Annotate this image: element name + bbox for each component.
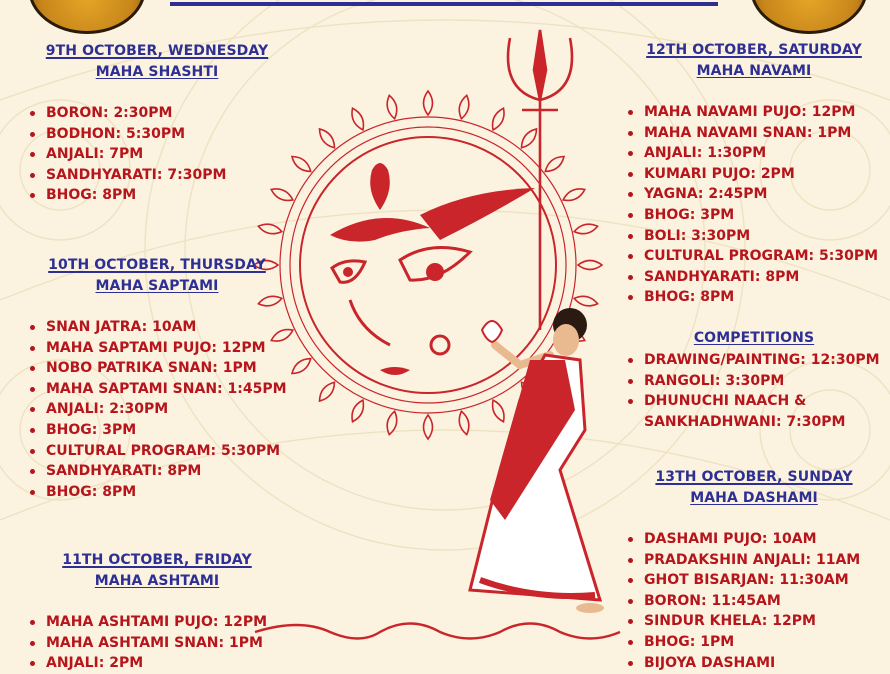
event-item: BIJOYA DASHAMI xyxy=(616,653,890,674)
mandala-petal xyxy=(573,294,598,308)
event-list xyxy=(12,103,302,206)
event-item: ANJALI: 2PM xyxy=(12,653,302,674)
event-item: BHOG: 1PM xyxy=(616,632,890,653)
mandala-petal xyxy=(385,94,399,119)
event-item: BHOG: 8PM xyxy=(12,482,302,503)
mandala-petal xyxy=(424,91,433,115)
event-list xyxy=(616,529,890,673)
event-list xyxy=(616,350,890,432)
section-date: 12TH OCTOBER, SATURDAY xyxy=(646,42,862,58)
trishul-icon xyxy=(508,30,572,330)
mandala-petal xyxy=(518,126,540,150)
section-title: MAHA NAVAMI xyxy=(696,63,812,79)
mandala-petal xyxy=(316,126,338,150)
mandala-petal xyxy=(385,410,399,435)
section-title: MAHA DASHAMI xyxy=(690,490,818,506)
event-item: CULTURAL PROGRAM: 5:30PM xyxy=(12,441,302,462)
event-item: CULTURAL PROGRAM: 5:30PM xyxy=(616,246,890,267)
event-item: DRAWING/PAINTING: 12:30PM xyxy=(616,350,890,371)
mandala-petal xyxy=(348,106,367,132)
title-underline-decoration xyxy=(170,0,718,8)
mandala-petal xyxy=(542,153,566,175)
mandala-petal xyxy=(578,261,602,270)
section-title: MAHA SHASHTI xyxy=(95,64,219,80)
mandala-petal xyxy=(457,410,471,435)
section-maha-saptami xyxy=(12,255,302,502)
mandala-petal xyxy=(561,185,587,204)
mandala-petal xyxy=(348,398,367,424)
section-date: 9TH OCTOBER, WEDNESDAY xyxy=(45,43,269,59)
event-item: MAHA ASHTAMI PUJO: 12PM xyxy=(12,612,302,633)
event-item: RANGOLI: 3:30PM xyxy=(616,371,890,392)
event-item: SANDHYARATI: 8PM xyxy=(12,461,302,482)
event-item: BORON: 2:30PM xyxy=(12,103,302,124)
event-item: MAHA NAVAMI PUJO: 12PM xyxy=(616,102,890,123)
event-item: NOBO PATRIKA SNAN: 1PM xyxy=(12,358,302,379)
section-title: COMPETITIONS xyxy=(693,330,815,346)
mandala-petal xyxy=(457,94,471,119)
event-item: BHOG: 3PM xyxy=(616,205,890,226)
event-item: SINDUR KHELA: 12PM xyxy=(616,611,890,632)
section-date: 11TH OCTOBER, FRIDAY xyxy=(62,552,252,568)
event-item: ANJALI: 7PM xyxy=(12,144,302,165)
mandala-petal xyxy=(573,222,598,236)
mandala-petal xyxy=(489,106,508,132)
dancing-woman-illustration xyxy=(470,308,604,613)
event-item: MAHA SAPTAMI SNAN: 1:45PM xyxy=(12,379,302,400)
event-list xyxy=(12,612,302,674)
event-item: DASHAMI PUJO: 10AM xyxy=(616,529,890,550)
event-item: ANJALI: 2:30PM xyxy=(12,399,302,420)
section-title: MAHA ASHTAMI xyxy=(94,573,220,589)
event-item: BHOG: 8PM xyxy=(12,185,302,206)
event-item: PRADAKSHIN ANJALI: 11AM xyxy=(616,550,890,571)
mandala-petal xyxy=(316,379,338,403)
event-item: KUMARI PUJO: 2PM xyxy=(616,164,890,185)
event-item: SNAN JATRA: 10AM xyxy=(12,317,302,338)
event-list xyxy=(616,102,890,308)
event-item: GHOT BISARJAN: 11:30AM xyxy=(616,570,890,591)
section-title: MAHA SAPTAMI xyxy=(95,278,219,294)
section-maha-shashti xyxy=(12,41,302,206)
section-date: 13TH OCTOBER, SUNDAY xyxy=(655,469,853,485)
event-item xyxy=(616,391,890,432)
event-line: SANKHADHWANI: 7:30PM xyxy=(644,413,846,430)
event-item: YAGNA: 2:45PM xyxy=(616,184,890,205)
mandala-petal xyxy=(424,415,433,439)
section-maha-navami xyxy=(616,40,890,308)
event-item: BORON: 11:45AM xyxy=(616,591,890,612)
durga-face-illustration xyxy=(330,163,535,375)
event-item: MAHA SAPTAMI PUJO: 12PM xyxy=(12,338,302,359)
event-item: SANDHYARATI: 7:30PM xyxy=(12,165,302,186)
section-maha-dashami xyxy=(616,467,890,673)
event-line: DHUNUCHI NAACH & xyxy=(644,393,807,410)
event-list xyxy=(12,317,302,502)
mandala-petal xyxy=(257,222,282,236)
event-item: BHOG: 3PM xyxy=(12,420,302,441)
section-date: 10TH OCTOBER, THURSDAY xyxy=(48,257,266,273)
mandala-petal xyxy=(489,398,508,424)
event-item: BHOG: 8PM xyxy=(616,287,890,308)
event-item: MAHA ASHTAMI SNAN: 1PM xyxy=(12,633,302,654)
section-competitions xyxy=(616,328,890,432)
event-item: MAHA NAVAMI SNAN: 1PM xyxy=(616,123,890,144)
event-item: BOLI: 3:30PM xyxy=(616,226,890,247)
event-item: SANDHYARATI: 8PM xyxy=(616,267,890,288)
event-item: ANJALI: 1:30PM xyxy=(616,143,890,164)
event-item: BODHON: 5:30PM xyxy=(12,124,302,145)
section-maha-ashtami xyxy=(12,550,302,674)
